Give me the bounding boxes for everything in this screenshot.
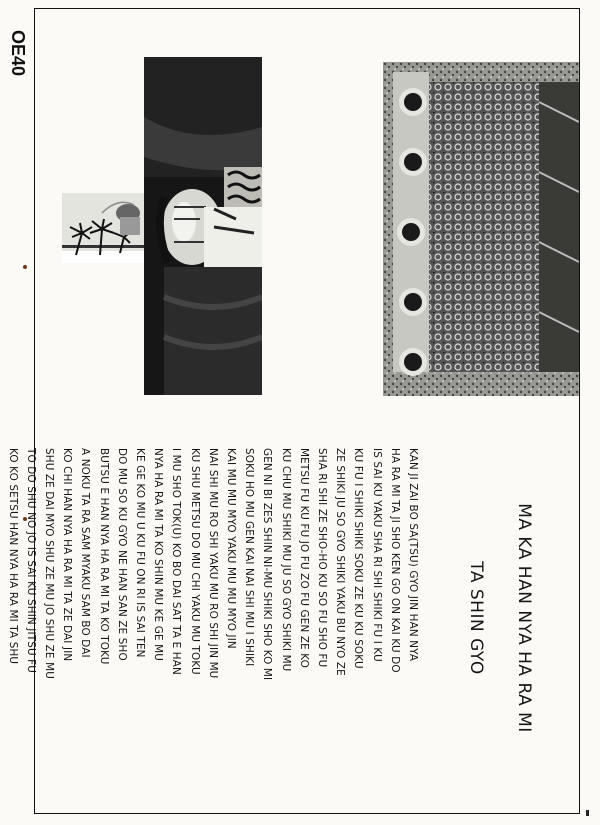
text-line: A NOKU TA RA SAM MYAKU SAM BO DAI xyxy=(79,448,92,658)
sutra-body xyxy=(0,448,422,788)
dancers-photo xyxy=(383,62,579,396)
text-line: KU FU I SHIKI SHIKI SOKU ZE KU KU SOKU xyxy=(352,448,365,669)
text-line: METSU FU KU FU JO FU ZO FU GEN ZE KO xyxy=(297,448,310,669)
text-line: BUTSU E HAN NYA HA RA MI TA KO TOKU xyxy=(97,448,110,665)
text-line: KU CHU MU SHIKI MU JU SO GYO SHIKI MU xyxy=(279,448,292,672)
text-line: ZE SHIKI JU SO GYO SHIKI YAKU BU NYO ZE xyxy=(334,448,347,676)
text-line: NAI SHI MU RO SHI YAKU MU RO SHI JIN MU xyxy=(206,448,219,679)
text-line: TO DO SHU NO JO IS SAI KU SHIN JITSU FU xyxy=(24,448,37,674)
singer-photo xyxy=(144,57,262,395)
text-line: SOKU HO MU GEN KAI NAI SHI MU I SHIKI xyxy=(243,448,256,667)
text-line: DO MU SO KU GYO NE HAN SAN ZE SHO xyxy=(115,448,128,661)
scan-mark xyxy=(586,810,589,816)
text-line: KU SHU METSU DO MU CHI YAKU MU TOKU xyxy=(188,448,201,675)
palm-photo xyxy=(62,193,146,263)
text-line: NYA HA RA MI TA KO SHIN MU KE GE MU xyxy=(152,448,165,662)
sutra-title xyxy=(440,448,560,788)
text-line: GEN NI BI ZES SHIN NI-MU SHIKI SHO KO MI xyxy=(261,448,274,681)
text-line: KAI MU MU MYO YAKU MU MU MYO JIN xyxy=(224,448,237,649)
text-line: KO CHI HAN NYA HA RA MI TA ZE DAI JIN xyxy=(61,448,74,662)
text-line: KAN JI ZAI BO SA(TSU) GYO JIN HAN NYA xyxy=(407,448,419,662)
title-line: MA KA HAN NYA HA RA MI xyxy=(514,503,534,733)
page-number: OE40 xyxy=(8,30,28,77)
text-line: IS SAI KU YAKU SHA RI SHI SHIKI FU I KU xyxy=(370,448,383,662)
title-line: TA SHIN GYO xyxy=(466,561,486,675)
punch-mark xyxy=(23,265,27,269)
sutra-text-block xyxy=(6,448,560,788)
text-line: I MU SHO TOK(U) KO BO DAI SAT TA E HAN xyxy=(170,448,183,675)
text-line: SHA RI SHI ZE SHO-HO KU SO FU SHO FU xyxy=(315,448,328,668)
text-line: HA RA MI TA JI SHO KEN GO ON KAI KU DO xyxy=(388,448,401,673)
text-line: KO KO SETSU HAN NYA HA RA MI TA SHU xyxy=(6,448,19,665)
text-line: SHU ZE DAI MYO SHU ZE MU JO SHU ZE MU xyxy=(42,448,55,679)
text-line: KE GE KO MU U KU FU ON RI IS SAI TEN xyxy=(133,448,146,658)
text-line xyxy=(0,448,3,788)
